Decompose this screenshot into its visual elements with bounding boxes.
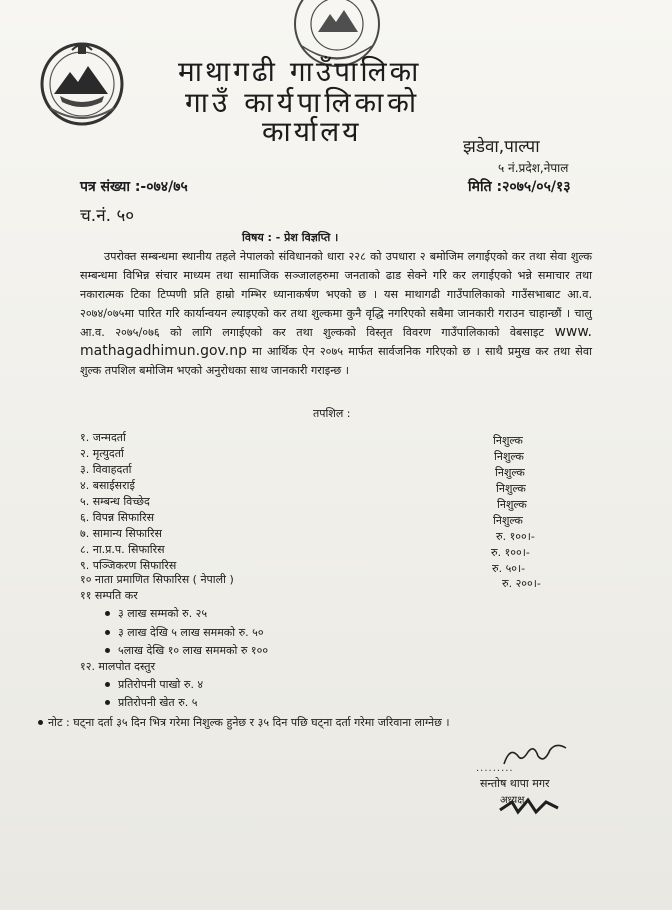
signatory-name: सन्तोष थापा मगर (480, 777, 550, 790)
signature-stamp-icon (498, 796, 560, 818)
list-item-label: ४. बसाईसराई (80, 479, 135, 492)
land-tax-bullet: प्रतिरोपनी खेत रु. ५ (118, 696, 198, 709)
list-item-label: ७. सामान्य सिफारिस (80, 527, 162, 540)
list-item-value: निशुल्क (496, 482, 526, 495)
list-item-value: निशुल्क (493, 434, 523, 447)
letter-number: पत्र संख्या :-०७४/७५ (80, 179, 188, 195)
office-title-line-3: कार्यालय (262, 115, 362, 148)
list-item-label: १० नाता प्रमाणित सिफारिस ( नेपाली ) (80, 573, 234, 586)
note-text: नोट : घट्ना दर्ता ३५ दिन भित्र गरेमा निशुल्क हुनेछ र ३५ दिन पछि घट्ना दर्ता गरेमा जरिवाना लाग्नेछ । (48, 716, 450, 729)
signatory-role: अध्यक्ष (500, 795, 525, 806)
address-line-1: झडेवा,पाल्पा (463, 137, 540, 157)
list-item-value: निशुल्क (495, 466, 525, 479)
list-item-label: ५. सम्बन्ध विच्छेद (80, 495, 150, 508)
list-item-label: २. मृत्युदर्ता (80, 447, 124, 460)
website-link: www. mathagadhimun.gov.np (80, 324, 592, 359)
nepal-emblem-icon (36, 38, 128, 130)
office-title-line-1: माथागढी गाउँपालिका (178, 55, 422, 88)
list-title: तपशिल : (313, 407, 351, 420)
signature-dots: ......... (476, 763, 514, 774)
land-tax-label: १२. मालपोत दस्तुर (80, 660, 156, 673)
property-tax-label: ११ सम्पति कर (80, 589, 138, 602)
list-item-label: १. जन्मदर्ता (80, 431, 126, 444)
list-item-value: निशुल्क (493, 514, 523, 527)
property-tax-bullet: ३ लाख सम्मको रु. २५ (118, 607, 208, 620)
list-item-value: रु. २००।- (502, 577, 541, 590)
list-item-label: ६. विपन्न सिफारिस (80, 511, 155, 524)
office-title-line-2: गाउँ कार्यपालिकाको (185, 86, 421, 119)
property-tax-bullet: ५लाख देखि १० लाख सममको रु १०० (118, 644, 269, 657)
property-tax-bullet: ३ लाख देखि ५ लाख सममको रु. ५० (118, 626, 264, 639)
letter-body (80, 247, 592, 380)
letter-date: मिति :२०७५/०५/१३ (468, 179, 571, 195)
list-item-value: रु. १००।- (496, 530, 535, 543)
dispatch-number: च.नं. ५० (80, 206, 135, 226)
list-item-value: रु. ५०।- (492, 562, 526, 575)
list-item-value: निशुल्क (497, 498, 527, 511)
body-paragraph: उपरोक्त सम्बन्धमा स्थानीय तहले नेपालको संविधानको धारा २२८ को उपधारा २ बमोजिम लगाईएको कर तथा सेवा शुल्क सम्बन्धमा विभिन्न संचार माध्यम तथा सामाजिक सञ्जालहरुमा जनताको ढाड सेक्ने गरि कर लगाईएको भन्ने समाचार तथा नकारात्मक टिका टिप्पणी प्रति हाम्रो गम्भिर ध्यानाकर्षण भएको छ । यस माथागढी गाउँपालिकाको गाउँसभाबाट आ.व. २०७४/०७५मा पारित गरि कार्यान्वयन ल्याइएको कर तथा शुल्कमा कुनै वृद्धि नगरिएको सबैमा जानकारी गराउन चाहान्छौं । चालु आ.व. २०७५/०७६ को लागि लगाईएको कर तथा शुल्कको विस्तृत विवरण गाउँपालिकाको वेबसाइट (80, 250, 592, 339)
list-item-label: ८. ना.प्र.प. सिफारिस (80, 543, 165, 556)
list-item-value: रु. १००।- (491, 546, 530, 559)
list-item-label: ३. विवाहदर्ता (80, 463, 132, 476)
list-item-value: निशुल्क (494, 450, 524, 463)
note-bullet-icon (38, 720, 43, 725)
list-item-label: ९. पञ्जिकरण सिफारिस (80, 559, 177, 572)
address-line-2: ५ नं.प्रदेश,नेपाल (498, 161, 569, 175)
body-paragraph-end: मा आर्थिक ऐन २०७५ मार्फत सार्वजनिक गरिएको छ । साथै प्रमुख कर तथा सेवा शुल्क तपशिल बमोजिम भएको अनुरोधका साथ जानकारी गराइन्छ । (80, 345, 592, 377)
land-tax-bullet: प्रतिरोपनी पाखो रु. ४ (118, 678, 204, 691)
letter-subject: विषय : - प्रेश विज्ञप्ति । (242, 231, 339, 244)
